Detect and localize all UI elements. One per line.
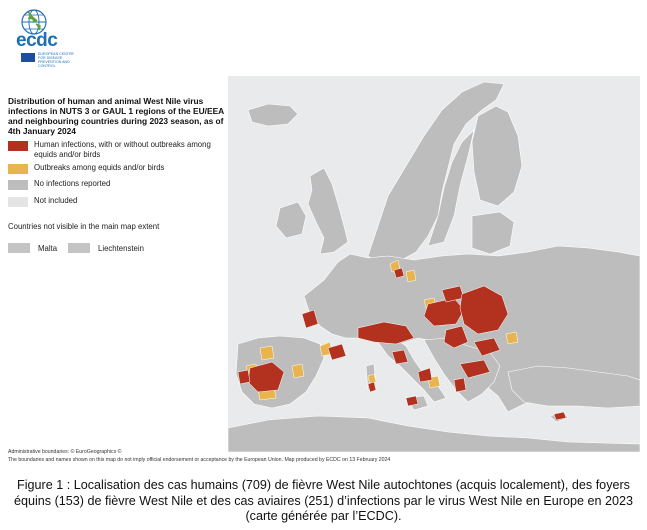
country-liechtenstein xyxy=(68,243,144,253)
human-region-germany xyxy=(394,268,404,278)
legend-swatch-animal xyxy=(8,164,28,174)
legend-item-human xyxy=(8,140,234,159)
country-swatch-liechtenstein xyxy=(68,243,90,253)
north-africa-shape xyxy=(228,416,640,452)
country-label-liechtenstein: Liechtenstein xyxy=(98,243,144,253)
country-malta xyxy=(8,243,57,253)
baltics-shape xyxy=(472,212,514,254)
countries-not-visible-title: Countries not visible in the main map extent xyxy=(8,222,160,231)
human-region-sicily xyxy=(406,396,418,406)
human-region-greece-west xyxy=(454,378,466,392)
legend-label-none: No infections reported xyxy=(34,179,111,188)
legend-item-none xyxy=(8,179,234,190)
admin-boundaries-note: Administrative boundaries: © EuroGeographics © xyxy=(8,449,122,455)
logo-subtitle: EUROPEAN CENTRE FOR DISEASE PREVENTION AND CONTROL xyxy=(38,52,74,68)
legend-swatch-human xyxy=(8,141,28,151)
legend-label-animal: Outbreaks among equids and/or birds xyxy=(34,163,165,172)
country-label-malta: Malta xyxy=(38,243,58,253)
legend-item-not-included xyxy=(8,196,234,207)
europe-map xyxy=(228,76,640,452)
finland-shape xyxy=(472,106,522,206)
animal-region-spain-north xyxy=(260,346,274,360)
legend-title: Distribution of human and animal West Nile virus infections in NUTS 3 or GAUL 1 regions of the EU/EEA and neighbouring countries during 2023 season, as of 4th January 2024 xyxy=(8,96,224,136)
legend-label-not-included: Not included xyxy=(34,196,78,205)
map-disclaimer: The boundaries and names shown on this map do not imply official endorsement or acceptance by the European Union. Map produced by ECDC on 13 February 2024 xyxy=(8,457,391,463)
iceland-shape xyxy=(248,104,298,126)
human-region-spain-west xyxy=(238,370,250,384)
eu-flag-icon xyxy=(21,53,35,62)
animal-region-romania-east xyxy=(506,332,518,344)
legend-label-human: Human infections, with or without outbreaks among equids and/or birds xyxy=(34,140,211,159)
logo-wordmark: ecdc xyxy=(16,30,58,51)
ireland-shape xyxy=(276,202,306,238)
country-swatch-malta xyxy=(8,243,30,253)
animal-region-spain-east xyxy=(292,364,304,378)
legend-swatch-not-included xyxy=(8,197,28,207)
animal-region-germany-2 xyxy=(406,270,416,282)
europe-map-drawing xyxy=(228,76,640,452)
legend-item-animal xyxy=(8,163,234,174)
figure-caption: Figure 1 : Localisation des cas humains (709) de fièvre West Nile autochtones (acquis localement), des foyers équins (153) de fièvre West Nile et des cas aviaires (251) d’infections par le virus West Nile en Europe en 2023 (carte générée par l’ECDC). xyxy=(13,478,634,523)
great-britain-shape xyxy=(308,168,348,254)
legend-swatch-none xyxy=(8,180,28,190)
